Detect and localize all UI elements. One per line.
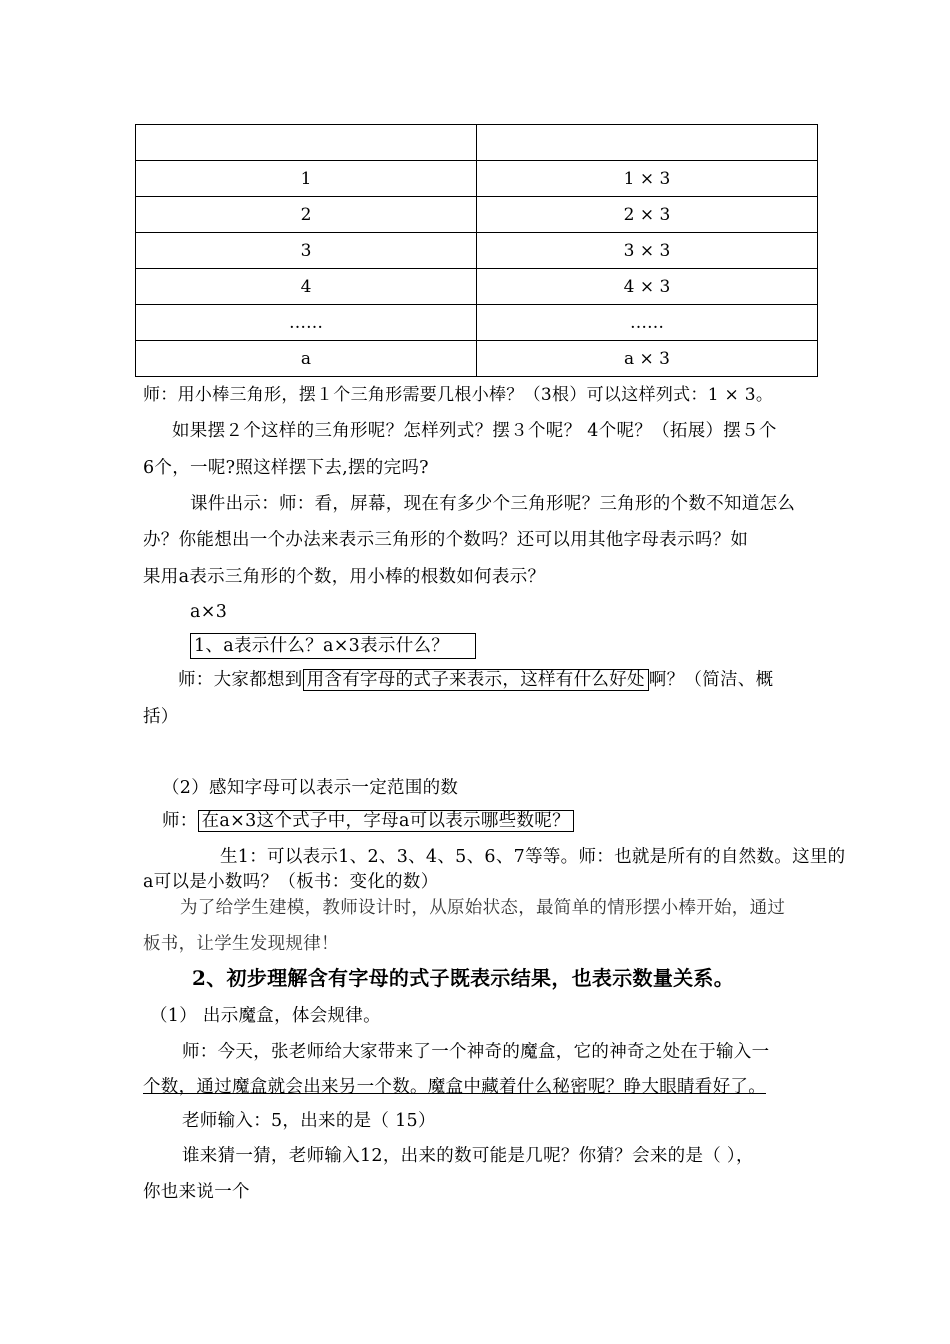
table-cell: a × 3 bbox=[477, 341, 818, 377]
formula-line: a×3 bbox=[190, 602, 228, 622]
boxed-text: 用含有字母的式子来表示，这样有什么好处 bbox=[303, 669, 649, 691]
underlined-text: 个数，通过魔盒就会出来另一个数 bbox=[143, 1077, 410, 1097]
table-cell: …… bbox=[136, 305, 477, 341]
paragraph-line: a可以是小数吗？（板书：变化的数） bbox=[143, 872, 439, 892]
table-row bbox=[136, 197, 818, 233]
paragraph-line: 你也来说一个 bbox=[143, 1182, 250, 1202]
table-row bbox=[136, 125, 818, 161]
table-row bbox=[136, 161, 818, 197]
boxed-question bbox=[190, 633, 476, 659]
paragraph-line: 老师输入：5，出来的是（ 15） bbox=[182, 1111, 436, 1131]
boxed-text: 1、a表示什么？a×3表示什么？ bbox=[190, 633, 476, 659]
table-cell: a bbox=[136, 341, 477, 377]
text-span: 啊？（简洁、概 bbox=[648, 670, 774, 690]
text-span: 师： bbox=[162, 811, 198, 831]
table-row bbox=[136, 233, 818, 269]
table-cell: 3 bbox=[136, 233, 477, 269]
table-cell bbox=[477, 125, 818, 161]
table-row bbox=[136, 305, 818, 341]
paragraph-line: 括） bbox=[143, 707, 179, 727]
paragraph-line: 师：今天，张老师给大家带来了一个神奇的魔盒，它的神奇之处在于输入一 bbox=[182, 1042, 770, 1062]
table-cell: …… bbox=[477, 305, 818, 341]
table-cell: 3 × 3 bbox=[477, 233, 818, 269]
paragraph-line: 板书，让学生发现规律！ bbox=[143, 934, 339, 954]
section-heading: （2）感知字母可以表示一定范围的数 bbox=[162, 778, 459, 798]
table-cell: 1 × 3 bbox=[477, 161, 818, 197]
section-heading: 2、初步理解含有字母的式子既表示结果，也表示数量关系。 bbox=[192, 966, 735, 990]
paragraph-line bbox=[178, 668, 773, 692]
paragraph-line bbox=[143, 1075, 766, 1099]
text-span: 师：大家都想到 bbox=[178, 670, 303, 690]
table-cell: 4 × 3 bbox=[477, 269, 818, 305]
count-table bbox=[135, 124, 818, 377]
paragraph-line: 谁来猜一猜，老师输入12，出来的数可能是几呢？你猜？会来的是（ ）， bbox=[182, 1146, 754, 1166]
table-row bbox=[136, 341, 818, 377]
paragraph-line: 如果摆２个这样的三角形呢？怎样列式？摆３个呢？ 4个呢？（拓展）摆５个 bbox=[172, 421, 777, 441]
paragraph-line: 师：用小棒三角形，摆１个三角形需要几根小棒？（3根）可以这样列式：1 × 3。 bbox=[143, 385, 774, 405]
table-cell: 2 bbox=[136, 197, 477, 233]
paragraph-line: 课件出示：师：看，屏幕，现在有多少个三角形呢？三角形的个数不知道怎么 bbox=[190, 494, 796, 514]
table-row bbox=[136, 269, 818, 305]
table-cell: 2 × 3 bbox=[477, 197, 818, 233]
paragraph-line: 6个，一呢?照这样摆下去,摆的完吗? bbox=[143, 458, 429, 478]
paragraph-line: 生1：可以表示1、2、3、4、5、6、7等等。师：也就是所有的自然数。这里的 bbox=[220, 847, 846, 867]
underlined-text: 。魔盒中藏着什么秘密呢？睁大眼睛看好了。 bbox=[410, 1077, 766, 1097]
table-cell: 4 bbox=[136, 269, 477, 305]
paragraph-line: 办？你能想出一个办法来表示三角形的个数吗？还可以用其他字母表示吗？如 bbox=[143, 530, 749, 550]
table-cell: 1 bbox=[136, 161, 477, 197]
paragraph-line: 为了给学生建模，教师设计时，从原始状态，最简单的情形摆小棒开始，通过 bbox=[180, 898, 786, 918]
table-cell bbox=[136, 125, 477, 161]
paragraph-line: 果用a表示三角形的个数，用小棒的根数如何表示？ bbox=[143, 567, 546, 587]
boxed-question bbox=[162, 809, 574, 833]
subsection-heading: （1） 出示魔盒，体会规律。 bbox=[150, 1006, 381, 1026]
boxed-text: 在a×3这个式子中，字母a可以表示哪些数呢？ bbox=[198, 810, 574, 832]
